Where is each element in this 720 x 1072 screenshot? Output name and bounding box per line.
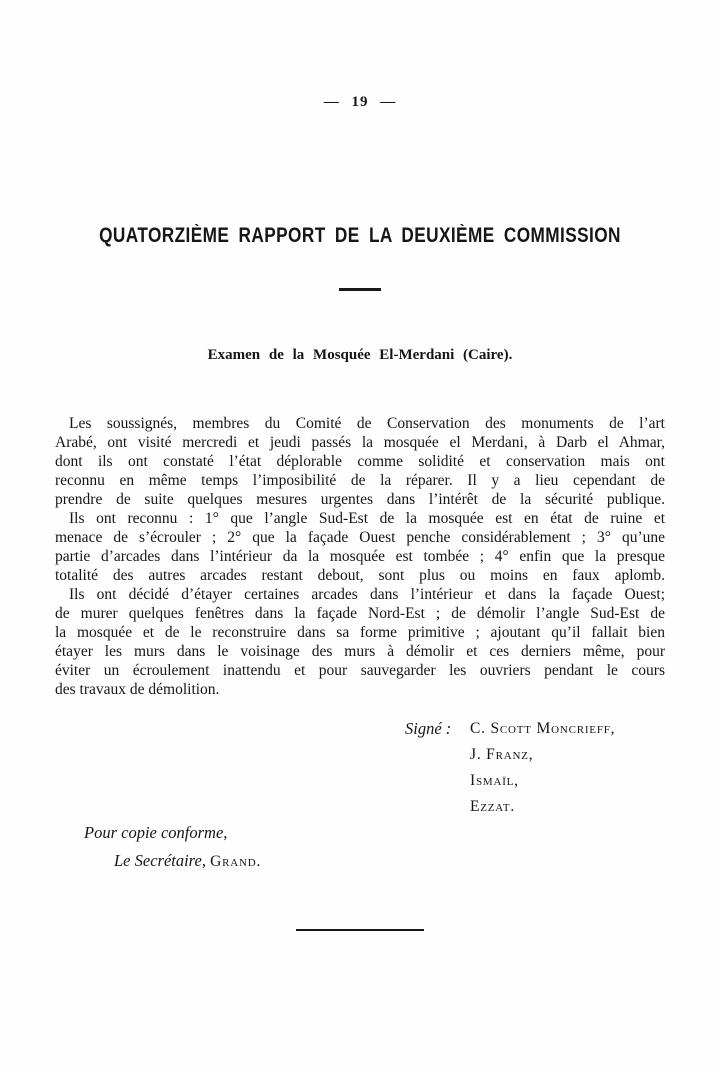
report-title: QUATORZIÈME RAPPORT DE LA DEUXIÈME COMMISSION: [99, 224, 621, 247]
body-line: Ils ont reconnu : 1° que l’angle Sud-Est de la mosquée est en état de ruine et: [69, 510, 665, 527]
signatory-name: J. Franz,: [470, 746, 534, 763]
body-line: la mosquée et de le reconstruire dans sa forme primitive ; ajoutant qu’il fallait bien: [55, 624, 665, 641]
page-number: — 19 —: [323, 94, 397, 110]
body-line: prendre de suite quelques mesures urgentes dans l’intérêt de la sécurité publique.: [55, 491, 665, 508]
signature-block: [405, 716, 615, 820]
body-line: dont ils ont constaté l’état déplorable comme solidité et conservation mais ont: [55, 453, 665, 470]
title-divider: [339, 288, 381, 291]
body-line: Les soussignés, membres du Comité de Conservation des monuments de l’art: [69, 415, 665, 432]
secretary-name: Grand.: [210, 853, 262, 870]
copy-conforme-line: Pour copie conforme,: [84, 823, 228, 842]
body-line: reconnu en même temps l’imposibilité de la réparer. Il y a lieu cependant de: [55, 472, 665, 489]
secretary-line: [84, 847, 261, 876]
body-line: des travaux de démolition.: [55, 681, 220, 698]
bottom-divider: [296, 929, 424, 931]
body-line: étayer les murs dans le voisinage des murs à démolir et ces derniers même, pour: [55, 643, 665, 660]
body-line: partie d’arcades dans l’intérieur da la mosquée est tombée ; 4° enfin que la presque: [55, 548, 665, 565]
signatory-name: Ezzat.: [470, 798, 516, 815]
body-paragraph-3: [55, 585, 665, 699]
body-paragraph-2: [55, 509, 665, 585]
signatory-list: [470, 716, 615, 820]
signature-label: Signé :: [405, 719, 452, 738]
body-line: de murer quelques fenêtres dans la façade Nord-Est ; de démolir l’angle Sud-Est de: [55, 605, 665, 622]
signatory-name: C. Scott Moncrieff,: [470, 720, 616, 737]
report-body: [55, 414, 665, 699]
signatory-name: Ismaïl,: [470, 772, 519, 789]
certification-block: [84, 819, 261, 876]
body-line: Ils ont décidé d’étayer certaines arcades dans l’intérieur et dans la façade Ouest;: [69, 586, 665, 603]
body-line: Arabé, ont visité mercredi et jeudi passés la mosquée el Merdani, à Darb el Ahmar,: [55, 434, 665, 451]
body-line: menace de s’écrouler ; 2° que la façade Ouest penche considérablement ; 3° qu’une: [55, 529, 665, 546]
body-paragraph-1: [55, 414, 665, 509]
report-subtitle: Examen de la Mosquée El-Merdani (Caire).: [207, 347, 513, 363]
secretary-role: Le Secrétaire,: [114, 851, 206, 870]
body-line: éviter un écroulement inattendu et pour sauvegarder les ouvriers pendant le cours: [55, 662, 665, 679]
body-line: totalité des autres arcades restant debout, sont plus ou moins en faux aplomb.: [55, 567, 665, 584]
